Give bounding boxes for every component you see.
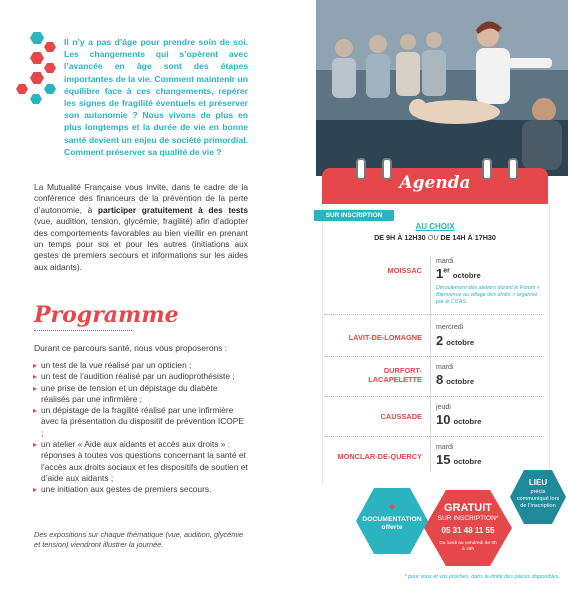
decor-hex [16,84,28,94]
event-date [436,412,481,427]
decor-hex [44,42,56,52]
programme-lead: Durant ce parcours santé, nous vous proposerons : [34,343,228,353]
location-badge-title: LIEU [528,478,548,487]
invitation-text-start: La Mutualité Française vous invite, dans le cadre de la conférence des financeurs de la prévention de la perte d’autonomie, à [34,182,248,215]
decor-hex [30,32,44,44]
event-month: octobre [452,271,481,280]
programme-heading: Programme [34,302,179,328]
event-month: octobre [453,417,482,426]
list-item: ▸ une initiation aux gestes de premiers secours. [34,484,248,495]
registration-label: SUR INSCRIPTION* [437,515,499,522]
list-item: ▸ une prise de tension et un dépistage du diabète réalisés par une infirmière ; [34,383,248,406]
intro-text: Il n’y a pas d’âge pour prendre soin de soi. Les changements qui s’opèrent avec l’avancée en âge sont des étapes importantes de la vie. Comment maintenir un équilibre face à ces changements, repérer les signes de fragilité éventuels et préserver son autonomie ? Nous vivons de plus en plus longtemps et la durée de vie en bonne santé devient un enjeu de société primordial. Comment préserver sa qualité de vie ? [64,37,248,157]
documentation-text: DOCUMENTATION offerte [362,516,422,531]
hours-morning: DE 9H À 12H30 [374,233,426,242]
workshop-photo [316,0,568,176]
choice-label: AU CHOIX [415,222,455,231]
event-weekday: mardi [436,364,454,371]
event-day: 15 [436,452,451,467]
event-city: DURFORT- LACAPELETTE [368,366,422,384]
event-day: 10 [436,412,451,427]
decor-hex [44,63,56,73]
hours-afternoon: DE 14H À 17H30 [440,233,496,242]
event-weekday: mardi [436,444,454,451]
event-month: octobre [446,338,475,347]
agenda-column-divider [430,256,431,472]
event-city: MONCLAR-DE-QUERCY [337,452,422,461]
phone-number: 05 31 48 11 55 [441,526,495,535]
event-day: 8 [436,372,444,387]
list-item: ▸ un dépistage de la fragilité réalisé par une infirmière avec la présentation du dispositif de prévention ICOPE ; [34,405,248,439]
invitation-highlight: participer gratuitement à des tests [97,204,248,215]
agenda-separator [324,396,544,397]
decor-hex [30,72,44,84]
event-day-suffix: er [443,267,450,275]
exhibition-note: Des expositions sur chaque thématique (vue, audition, glycémie et tension) viendront illustrer la journée. [34,530,244,549]
agenda-separator [324,436,544,437]
moissac-note: Déroulement des ateliers durant le Forum « Bienvenue au village des aînés » organisé par le CCAS. [436,285,540,305]
programme-list [34,360,248,496]
event-weekday: mardi [436,258,454,265]
footnote: * pour vous et vos proches, dans la limite des places disponibles. [404,574,560,580]
event-weekday: mercredi [436,324,464,331]
list-item: ▸ un test de l’audition réalisé par un audioprothésiste ; [34,371,248,382]
photo-illustration [316,0,568,176]
event-date [436,452,481,467]
hours-line [322,233,548,242]
event-day: 1 [436,266,444,281]
list-item: ▸ un test de la vue réalisé par un opticien ; [34,360,248,371]
decor-hex [30,94,42,104]
location-badge-text: précis communiqué lors de l’inscription [516,489,560,509]
decor-hex [44,84,56,94]
agenda-separator [324,314,544,315]
event-weekday: jeudi [436,404,451,411]
agenda-title: Agenda [399,173,471,193]
event-date [436,333,474,348]
phone-hours: Du lundi au vendredi de 9h à 19h [439,541,497,552]
event-city: LAVIT-DE-LOMAGNE [348,333,422,342]
list-item: ▸ un atelier « Aide aux aidants et accès aux droits » : réponses à toutes vos questions concernant la santé et l’accès aux droits sociaux et les dispositifs de soutien et d’aide aux aidants ; [34,439,248,484]
event-date [436,372,474,387]
event-day: 2 [436,333,444,348]
free-title: GRATUIT [443,502,493,514]
event-city: CAUSSADE [380,412,422,421]
event-month: octobre [453,457,482,466]
decor-hex [30,52,44,64]
agenda-separator [324,356,544,357]
invitation-paragraph [34,182,248,273]
event-city: MOISSAC [387,266,422,275]
programme-divider [34,330,132,331]
registration-tag: SUR INSCRIPTION [314,210,394,221]
hours-or: OU [427,233,439,242]
documentation-plus-icon: + [388,500,396,514]
invitation-text-end: (vue, audition, tension, glycémie, fragilité) afin d’adopter des comportements favorables au bien vieillir en prenant un temps pour soi et pour les autres (initiations aux gestes de premiers secours et informations sur les aides aux aidants). [34,216,248,272]
event-date [436,266,481,281]
event-month: octobre [446,377,475,386]
